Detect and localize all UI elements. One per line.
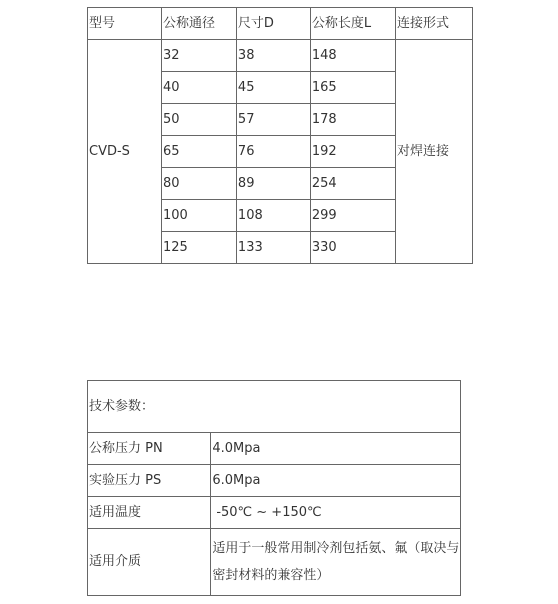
l-cell: 192 xyxy=(310,136,395,168)
param-value: 适用于一般常用制冷剂包括氨、氟（取决与密封材料的兼容性） xyxy=(211,529,461,596)
dn-cell: 100 xyxy=(161,200,236,232)
header-nominal-diameter: 公称通径 xyxy=(161,8,236,40)
header-size-d: 尺寸D xyxy=(236,8,310,40)
param-row xyxy=(88,465,461,497)
l-cell: 299 xyxy=(310,200,395,232)
l-cell: 178 xyxy=(310,104,395,136)
param-key: 适用介质 xyxy=(88,529,211,596)
param-key: 实验压力 PS xyxy=(88,465,211,497)
param-row xyxy=(88,497,461,529)
param-row xyxy=(88,529,461,596)
header-connection: 连接形式 xyxy=(395,8,472,40)
d-cell: 108 xyxy=(236,200,310,232)
spec-table xyxy=(87,7,473,264)
dn-cell: 80 xyxy=(161,168,236,200)
param-key: 适用温度 xyxy=(88,497,211,529)
dn-cell: 50 xyxy=(161,104,236,136)
l-cell: 165 xyxy=(310,72,395,104)
param-key: 公称压力 PN xyxy=(88,433,211,465)
dn-cell: 32 xyxy=(161,40,236,72)
header-model: 型号 xyxy=(88,8,162,40)
d-cell: 133 xyxy=(236,232,310,264)
d-cell: 57 xyxy=(236,104,310,136)
d-cell: 76 xyxy=(236,136,310,168)
dn-cell: 40 xyxy=(161,72,236,104)
header-nominal-length: 公称长度L xyxy=(310,8,395,40)
param-title-row xyxy=(88,381,461,433)
dn-cell: 65 xyxy=(161,136,236,168)
param-value: -50℃ ~ +150℃ xyxy=(211,497,461,529)
d-cell: 38 xyxy=(236,40,310,72)
param-title: 技术参数： xyxy=(88,381,461,433)
model-cell: CVD-S xyxy=(88,40,162,264)
param-value: 6.0Mpa xyxy=(211,465,461,497)
dn-cell: 125 xyxy=(161,232,236,264)
param-table xyxy=(87,380,461,596)
d-cell: 89 xyxy=(236,168,310,200)
d-cell: 45 xyxy=(236,72,310,104)
l-cell: 330 xyxy=(310,232,395,264)
l-cell: 148 xyxy=(310,40,395,72)
param-row xyxy=(88,433,461,465)
table-header-row xyxy=(88,8,473,40)
l-cell: 254 xyxy=(310,168,395,200)
connection-cell: 对焊连接 xyxy=(395,40,472,264)
table-row xyxy=(88,40,473,72)
param-value: 4.0Mpa xyxy=(211,433,461,465)
